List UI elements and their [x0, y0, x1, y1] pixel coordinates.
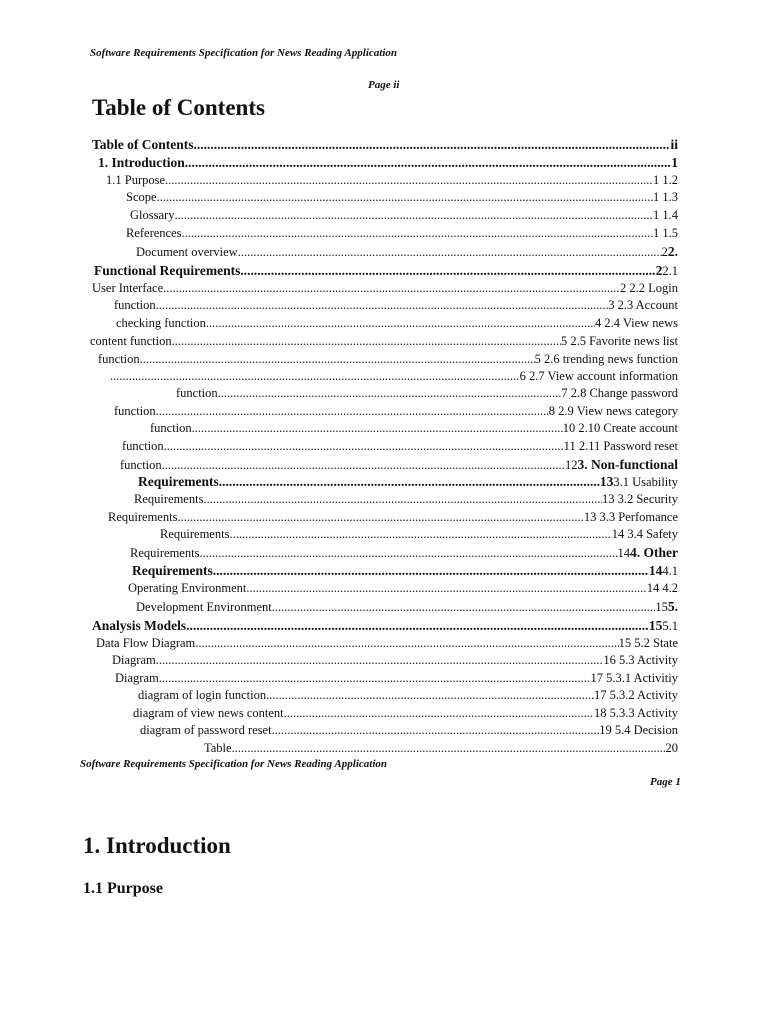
- toc-entry-label: Development Environment: [136, 600, 272, 614]
- toc-entry-label: Requirements: [134, 492, 204, 506]
- toc-entry[interactable]: [115, 670, 678, 687]
- toc-entry-label: 1.1 Purpose: [106, 173, 166, 187]
- toc-dot-leader: [266, 687, 594, 704]
- toc-entry-label: function: [114, 298, 156, 312]
- toc-page-ref: 14: [648, 563, 663, 578]
- toc-entry[interactable]: [114, 403, 678, 420]
- toc-entry-label: function: [150, 421, 192, 435]
- toc-dot-leader: [157, 189, 653, 206]
- toc-page-ref: 20: [665, 741, 678, 755]
- toc-page-ref: 1 1.2: [653, 173, 678, 187]
- toc-entry-label: Analysis Models: [92, 618, 187, 633]
- toc-entry[interactable]: [140, 722, 678, 739]
- toc-entry[interactable]: [92, 136, 678, 153]
- toc-page-ref: 14 4.2: [646, 581, 678, 595]
- toc-dot-leader: [192, 420, 563, 437]
- toc-page-ref: 5 2.6 trending news function: [534, 352, 678, 366]
- toc-page-ref: 18 5.3.3 Activity: [593, 706, 678, 720]
- toc-page-ref: 7 2.8 Change password: [561, 386, 678, 400]
- toc-page-ref: 15: [648, 618, 663, 633]
- toc-entry[interactable]: [92, 617, 678, 634]
- toc-dot-leader: [165, 172, 653, 189]
- toc-dot-leader: [213, 562, 649, 579]
- toc-page-ref: 1 1.5: [653, 226, 678, 240]
- toc-next-section-label: 5.1: [662, 619, 678, 633]
- toc-page-ref: 13: [599, 474, 614, 489]
- toc-page-ref: 5 2.5 Favorite news list: [560, 334, 678, 348]
- toc-page-ref: 19 5.4 Decision: [599, 723, 678, 737]
- toc-dot-leader: [185, 154, 671, 171]
- toc-entry-label: Diagram: [112, 653, 156, 667]
- toc-dot-leader: [140, 351, 535, 368]
- toc-page-ref: 8 2.9 View news category: [548, 404, 678, 418]
- toc-entry[interactable]: [160, 526, 678, 543]
- toc-entry[interactable]: [204, 740, 678, 757]
- toc-dot-leader: [284, 705, 594, 722]
- toc-dot-leader: [156, 403, 549, 420]
- toc-entry[interactable]: [136, 598, 678, 615]
- toc-dot-leader: [206, 315, 595, 332]
- toc-page-ref: 16 5.3 Activity: [603, 653, 678, 667]
- toc-entry-label: function: [114, 404, 156, 418]
- toc-dot-leader: [156, 297, 609, 314]
- toc-dot-leader: [203, 491, 602, 508]
- toc-entry-label: User Interface: [92, 281, 164, 295]
- toc-entry[interactable]: [128, 580, 678, 597]
- toc-entry[interactable]: [98, 154, 678, 171]
- toc-page-ref: 10 2.10 Create account: [562, 421, 678, 435]
- toc-entry-label: function: [176, 386, 218, 400]
- toc-page-ref: 12: [564, 458, 578, 472]
- toc-entry[interactable]: [126, 189, 678, 206]
- toc-page-ref: 13 3.2 Security: [601, 492, 678, 506]
- toc-entry-label: content function: [90, 334, 172, 348]
- toc-entry-label: Operating Environment: [128, 581, 247, 595]
- toc-page-ref: 3 2.3 Account: [608, 298, 678, 312]
- toc-dot-leader: [272, 599, 656, 616]
- toc-page-ref: 2 2.2 Login: [620, 281, 678, 295]
- page-number-1: Page 1: [650, 776, 681, 788]
- toc-entry[interactable]: [90, 333, 678, 350]
- toc-entry[interactable]: [132, 562, 678, 579]
- toc-dot-leader: [172, 333, 561, 350]
- toc-next-section-label: 2.1: [662, 264, 678, 278]
- toc-next-section-label: 4. Other: [630, 545, 678, 560]
- section-heading-introduction: 1. Introduction: [83, 833, 231, 858]
- toc-dot-leader: [163, 280, 620, 297]
- toc-page-ref: 6 2.7 View account information: [519, 369, 678, 383]
- toc-entry-label: 1. Introduction: [98, 155, 185, 170]
- toc-dot-leader: [195, 635, 618, 652]
- toc-entry[interactable]: [176, 385, 678, 402]
- toc-next-section-label: 2.: [667, 244, 678, 259]
- toc-dot-leader: [194, 136, 671, 153]
- toc-dot-leader: [232, 740, 666, 757]
- toc-dot-leader: [156, 652, 604, 669]
- toc-next-section-label: 3.1 Usability: [613, 475, 678, 489]
- running-header-page-1: Software Requirements Specification for News Reading Application: [80, 758, 387, 770]
- toc-page-ref: 15: [655, 600, 668, 614]
- toc-entry-label: diagram of password reset: [140, 723, 272, 737]
- toc-entry[interactable]: [116, 315, 678, 332]
- toc-page-ref: 1 1.4: [653, 208, 678, 222]
- toc-dot-leader: [219, 473, 600, 490]
- toc-entry-label: Glossary: [130, 208, 175, 222]
- toc-entry[interactable]: [138, 687, 678, 704]
- toc-entry[interactable]: [126, 225, 678, 242]
- toc-dot-leader: [272, 722, 600, 739]
- toc-entry-label: diagram of login function: [138, 688, 267, 702]
- toc-next-section-label: 3. Non-functional: [577, 457, 678, 472]
- toc-entry-label: Document overview: [136, 245, 238, 259]
- toc-dot-leader: [110, 368, 520, 385]
- toc-entry[interactable]: [108, 509, 678, 526]
- toc-entry[interactable]: [96, 635, 678, 652]
- toc-page-ref: 4 2.4 View news: [594, 316, 678, 330]
- toc-dot-leader: [229, 526, 611, 543]
- toc-page-ref: 2: [661, 245, 668, 259]
- toc-entry[interactable]: [134, 491, 678, 508]
- toc-entry-label: Data Flow Diagram: [96, 636, 196, 650]
- toc-dot-leader: [177, 509, 583, 526]
- toc-entry-label: Requirements: [108, 510, 178, 524]
- subsection-heading-purpose: 1.1 Purpose: [83, 880, 163, 897]
- toc-entry-label: Requirements: [160, 527, 230, 541]
- toc-entry[interactable]: [98, 351, 678, 368]
- toc-dot-leader: [199, 545, 617, 562]
- toc-page-ref: 2: [655, 263, 663, 278]
- toc-entry[interactable]: [133, 705, 678, 722]
- toc-entry[interactable]: [136, 243, 678, 260]
- toc-page-ref: 14 3.4 Safety: [611, 527, 678, 541]
- toc-dot-leader: [182, 225, 653, 242]
- toc-page-ref: 13 3.3 Perfomance: [583, 510, 678, 524]
- toc-dot-leader: [162, 457, 565, 474]
- toc-entry-label: function: [122, 439, 164, 453]
- toc-page-ref: 17 5.3.1 Activitiy: [590, 671, 678, 685]
- toc-next-section-label: 4.1: [662, 564, 678, 578]
- page-number-ii: Page ii: [368, 79, 400, 91]
- toc-page-ref: 1 1.3: [653, 190, 678, 204]
- toc-entry-label: Functional Requirements: [94, 263, 241, 278]
- toc-entry[interactable]: [122, 438, 678, 455]
- toc-entry-label: function: [98, 352, 140, 366]
- toc-dot-leader: [246, 580, 646, 597]
- toc-entry-label: References: [126, 226, 182, 240]
- toc-entry-label: function: [120, 458, 162, 472]
- toc-entry-label: Table: [204, 741, 232, 755]
- toc-dot-leader: [159, 670, 591, 687]
- toc-entry-label: Requirements: [138, 474, 219, 489]
- toc-dot-leader: [218, 385, 562, 402]
- toc-page-ref: 17 5.3.2 Activity: [593, 688, 678, 702]
- toc-entry-label: diagram of view news content: [133, 706, 284, 720]
- toc-entry-label: Requirements: [130, 546, 200, 560]
- toc-entry[interactable]: [138, 473, 678, 490]
- toc-entry[interactable]: [110, 368, 678, 385]
- toc-entry[interactable]: [130, 544, 678, 561]
- running-header-page-ii: Software Requirements Specification for News Reading Application: [90, 47, 397, 59]
- toc-entry[interactable]: [112, 652, 678, 669]
- toc-entry-label: Table of Contents: [92, 137, 194, 152]
- toc-entry-label: Scope: [126, 190, 157, 204]
- toc-page-ref: 15 5.2 State: [618, 636, 678, 650]
- toc-page-ref: ii: [670, 137, 678, 152]
- toc-entry-label: Diagram: [115, 671, 159, 685]
- toc-entry[interactable]: [114, 297, 678, 314]
- toc-entry[interactable]: [120, 456, 678, 473]
- toc-dot-leader: [164, 438, 564, 455]
- toc-entry[interactable]: [94, 262, 678, 279]
- toc-page-ref: 1: [671, 155, 678, 170]
- toc-dot-leader: [186, 617, 649, 634]
- toc-entry[interactable]: [92, 280, 678, 297]
- toc-title: Table of Contents: [92, 95, 265, 120]
- toc-dot-leader: [238, 244, 662, 261]
- toc-entry[interactable]: [130, 207, 678, 224]
- toc-entry[interactable]: [106, 172, 678, 189]
- toc-entry-label: checking function: [116, 316, 206, 330]
- toc-entry-label: Requirements: [132, 563, 213, 578]
- toc-entry[interactable]: [150, 420, 678, 437]
- toc-page-ref: 11 2.11 Password reset: [563, 439, 678, 453]
- toc-page-ref: 14: [617, 546, 630, 560]
- toc-dot-leader: [240, 262, 655, 279]
- toc-next-section-label: 5.: [667, 599, 678, 614]
- toc-dot-leader: [174, 207, 653, 224]
